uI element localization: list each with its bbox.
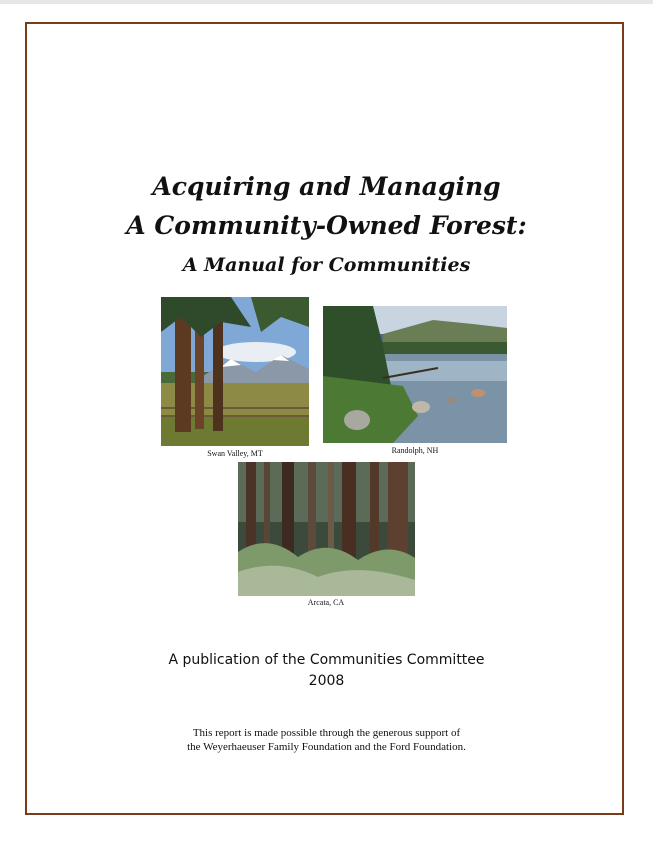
photo-randolph xyxy=(323,306,507,443)
caption-arcata: Arcata, CA xyxy=(307,598,345,607)
support-line-1: This report is made possible through the generous support of xyxy=(192,727,461,739)
top-bar xyxy=(0,0,653,4)
title-line-1: Acquiring and Managing xyxy=(152,172,501,201)
title-line-2: A Community-Owned Forest: xyxy=(126,211,527,240)
support-line-2: the Weyerhaeuser Family Foundation and the Ford Foundation. xyxy=(187,741,466,753)
caption-randolph: Randolph, NH xyxy=(391,446,439,455)
caption-swan-valley: Swan Valley, MT xyxy=(207,449,263,458)
publication-line: A publication of the Communities Committee xyxy=(168,652,485,668)
publication-year: 2008 xyxy=(308,673,345,689)
subtitle: A Manual for Communities xyxy=(182,254,471,276)
photo-swan-valley xyxy=(161,297,309,446)
photo-arcata xyxy=(238,462,415,596)
